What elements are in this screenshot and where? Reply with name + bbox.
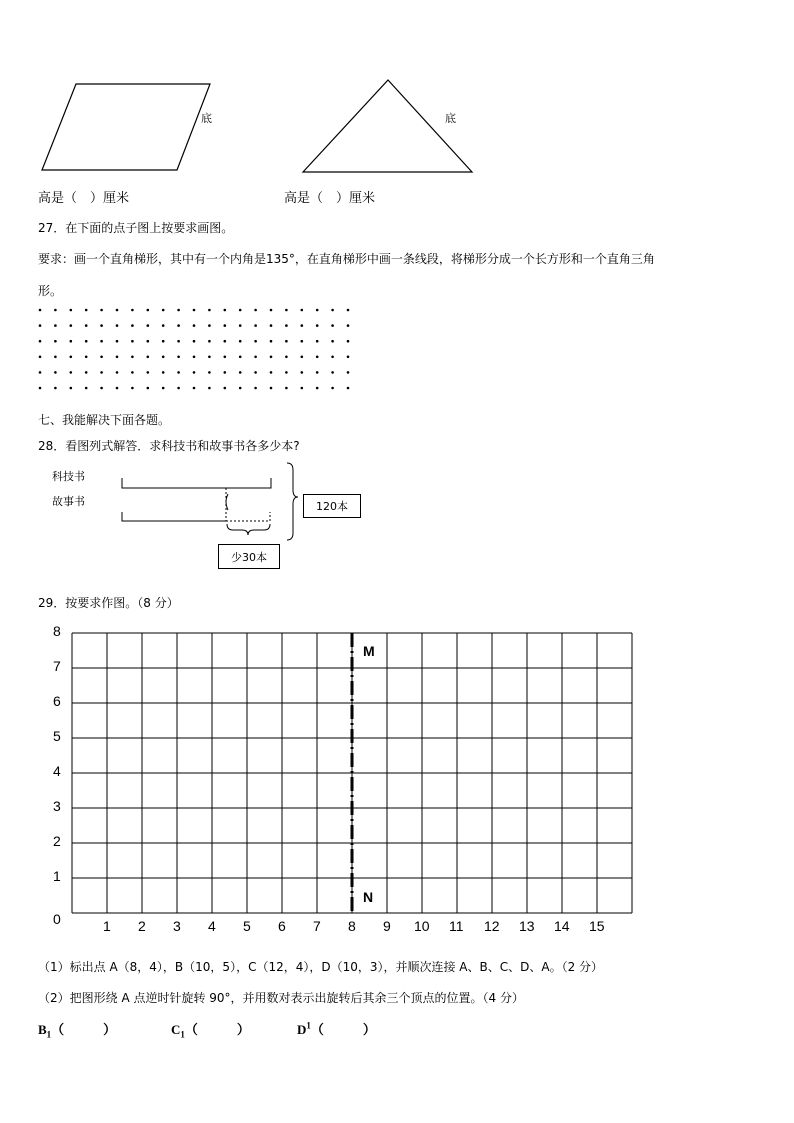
answer-b1-label: B <box>38 1022 47 1037</box>
answer-d1-blank[interactable]: （ ） <box>310 1022 376 1037</box>
x-tick-label: 4 <box>208 918 216 934</box>
q29-title: 29．按要求作图。（8 分） <box>38 596 179 610</box>
x-tick-label: 10 <box>414 918 430 934</box>
answer-c1[interactable] <box>171 1019 250 1040</box>
x-tick-label: 12 <box>484 918 500 934</box>
x-tick-label: 13 <box>519 918 535 934</box>
answer-b1[interactable] <box>38 1019 116 1040</box>
q27-title: 27．在下面的点子图上按要求画图。 <box>38 221 234 235</box>
answer-b1-blank[interactable]: （ ） <box>51 1022 117 1037</box>
y-tick-label: 5 <box>53 728 61 744</box>
answer-b1-sub: 1 <box>46 1029 52 1040</box>
section7-title: 七、我能解决下面各题。 <box>38 413 171 427</box>
parallelogram-base-label: 底 <box>201 112 212 125</box>
y-tick-label: 7 <box>53 658 61 674</box>
answer-c1-blank[interactable]: （ ） <box>184 1022 250 1037</box>
point-n-label: N <box>363 889 374 905</box>
y-tick-label: 3 <box>53 798 61 814</box>
triangle-height-prompt: 高是（ ）厘米 <box>284 191 376 206</box>
answer-d1-label: D <box>297 1022 307 1037</box>
answer-d1-sup: 1 <box>306 1020 311 1031</box>
label-science-books: 科技书 <box>52 470 85 483</box>
y-tick-label: 0 <box>53 911 61 927</box>
y-tick-label: 4 <box>53 763 61 779</box>
q27-requirement-line2: 形。 <box>38 284 63 298</box>
x-tick-label: 7 <box>313 918 321 934</box>
x-tick-label: 15 <box>589 918 605 934</box>
y-tick-label: 1 <box>53 868 61 884</box>
q28-title: 28．看图列式解答．求科技书和故事书各多少本? <box>38 439 300 453</box>
x-tick-label: 3 <box>173 918 181 934</box>
q29-sub2: （2）把图形绕 A 点逆时针旋转 90°，并用数对表示出旋转后其余三个顶点的位置。（4 分） <box>38 991 525 1005</box>
x-tick-label: 11 <box>449 918 464 934</box>
total-box: 120本 <box>303 494 361 518</box>
x-tick-label: 2 <box>138 918 146 934</box>
y-tick-label: 2 <box>53 833 61 849</box>
x-tick-label: 1 <box>103 918 111 934</box>
x-tick-label: 9 <box>383 918 391 934</box>
y-tick-label: 8 <box>53 623 61 639</box>
parallelogram-height-prompt: 高是（ ）厘米 <box>38 191 130 206</box>
point-m-label: M <box>363 643 375 659</box>
x-tick-label: 5 <box>243 918 251 934</box>
x-tick-label: 6 <box>278 918 286 934</box>
answer-d1[interactable] <box>297 1019 376 1038</box>
label-story-books: 故事书 <box>52 495 85 508</box>
y-tick-label: 6 <box>53 693 61 709</box>
q27-requirement-line1: 要求：画一个直角梯形，其中有一个内角是135°，在直角梯形中画一条线段，将梯形分成一个长方形和一个直角三角 <box>38 252 655 266</box>
answer-c1-label: C <box>171 1022 181 1037</box>
q29-sub1: （1）标出点 A（8，4），B（10，5），C（12，4），D（10，3），并顺次连接 A、B、C、D、A。（2 分） <box>38 960 604 974</box>
x-tick-label: 8 <box>348 918 356 934</box>
x-tick-label: 14 <box>554 918 570 934</box>
answer-c1-sub: 1 <box>180 1029 185 1040</box>
triangle-base-label: 底 <box>445 112 456 125</box>
difference-box: 少30本 <box>218 544 280 569</box>
